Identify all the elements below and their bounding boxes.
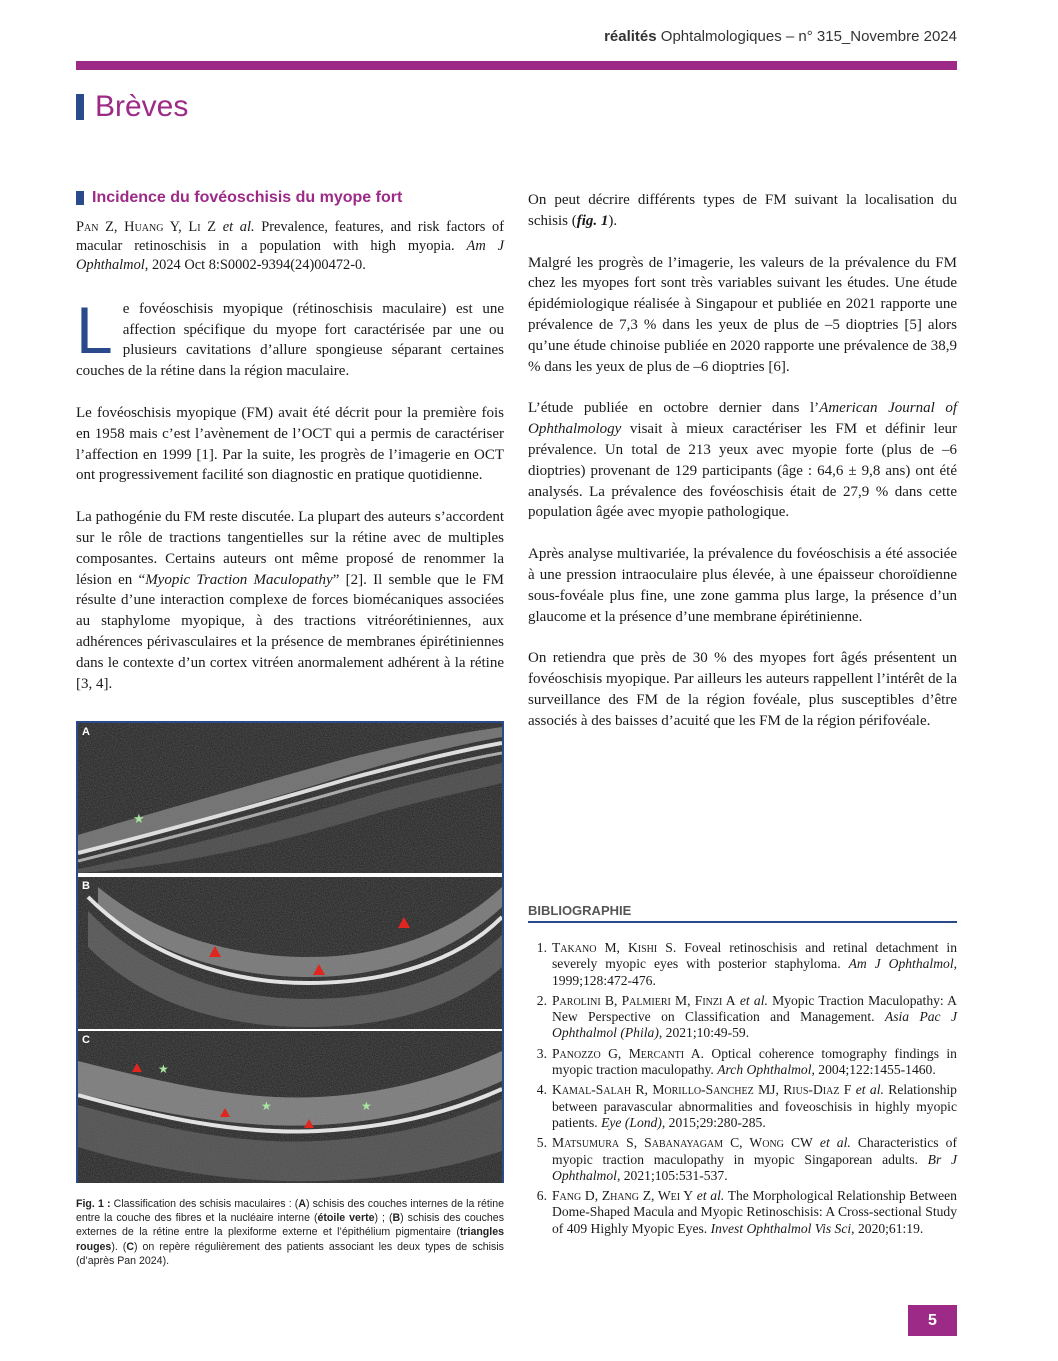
- bibliography-text: Relationship between paravascular abnormalities and foveoschisis in highly myopic patients.: [552, 1082, 957, 1130]
- caption-part: ) ; (: [374, 1212, 393, 1225]
- section-title: [76, 90, 188, 124]
- bibliography-text: [552, 940, 957, 989]
- bibliography-list: [528, 940, 957, 1241]
- bibliography-text: Characteristics of myopic traction maculopathy in myopic Singaporean adults.: [552, 1135, 957, 1167]
- ref-et-al: et al.: [222, 218, 255, 235]
- bibliography-authors: Parolini B, Palmieri M, Finzi A: [552, 992, 736, 1008]
- section-label: Brèves: [95, 90, 189, 123]
- bibliography-rule: [528, 921, 957, 923]
- bibliography-journal: Eye (Lond): [601, 1114, 662, 1130]
- bibliography-item: [528, 1188, 957, 1237]
- caption-part: triangles rouges: [76, 1226, 504, 1253]
- bibliography-item: [528, 1046, 957, 1079]
- paragraph-r3: [528, 398, 957, 523]
- oct-panel-c: [78, 1029, 502, 1183]
- running-header: [604, 28, 957, 45]
- bibliography-tail: , 2021;10:49-59.: [658, 1025, 750, 1041]
- p3-part-b: ” [2]. Il semble que le FM résulte d’une interaction complexe de forces biomécaniques associées au staphylome myopique, à des tractions vitréorétiniennes, aux adhérences périvasculaires et la présence de membranes épirétiniennes dans le contexte d’un cortex vitréen anormalement adhérent à la rétine [3, 4].: [76, 571, 504, 692]
- header-journal: Ophtalmologiques – n° 315_Novembre 2024: [660, 28, 957, 45]
- star-marker: ★: [361, 1099, 372, 1113]
- caption-part: étoile verte: [317, 1212, 375, 1225]
- caption-part: B: [392, 1212, 401, 1225]
- star-marker: ★: [261, 1099, 272, 1113]
- bibliography-number: 6.: [536, 1188, 547, 1204]
- r3-part-b: visait à mieux caractériser les FM et définir leur prévalence. Un total de 213 yeux avec myopie forte (plus de –6 dioptries) provenant de 129 participants (âge : 64,6 ± 9,8 ans) ont été analysés. La prévalence des fovéoschisis était de 27,9 % dans cette population âgée avec myopie pathologique.: [528, 421, 957, 521]
- bibliography-pre: et al.: [851, 1082, 884, 1098]
- caption-part: ) schisis des couches externes de la rétine entre la plexiforme externe et l’épithélium pigmentaire (: [76, 1212, 504, 1239]
- panel-label-b: B: [82, 880, 90, 892]
- bibliography-text: [552, 993, 957, 1042]
- bibliography-tail: , 2015;29:280-285.: [661, 1114, 766, 1130]
- bibliography-authors: Panozzo G, Mercanti A.: [552, 1045, 704, 1061]
- bibliography-number: 1.: [536, 940, 547, 955]
- article-title: [76, 188, 504, 209]
- paragraph-1: [76, 292, 504, 382]
- bibliography-number: 2.: [536, 992, 547, 1008]
- ref-tail: , 2024 Oct 8:S0002-9394(24)00472-0.: [144, 256, 366, 273]
- oct-panel-a: [78, 723, 502, 873]
- article-title-text: Incidence du fovéoschisis du myope fort: [92, 189, 403, 206]
- oct-panel-b: [78, 875, 502, 1029]
- bibliography-journal: Arch Ophthalmol: [717, 1062, 812, 1078]
- r3-part-a: L’étude publiée en octobre dernier dans l’: [528, 400, 820, 417]
- bibliography-journal: Invest Ophthalmol Vis Sci: [710, 1220, 852, 1236]
- oct-image-c: [78, 1031, 502, 1183]
- bibliography-text: Foveal retinoschisis and retinal detachment in severely myopic eyes with posterior staphyloma.: [552, 940, 957, 972]
- bibliography-item: [528, 940, 957, 989]
- figure-reference: fig. 1: [576, 212, 609, 229]
- caption-part: A: [298, 1198, 306, 1210]
- figure-oct-scans: [76, 721, 504, 1183]
- p3-italic: Myopic Traction Maculopathy: [145, 571, 333, 588]
- ref-title: Prevalence, features, and risk factors of macular retinoschisis in a population with high myopia.: [76, 218, 504, 254]
- bibliography-text: [552, 1135, 957, 1184]
- paragraph-r2: Malgré les progrès de l’imagerie, les valeurs de la prévalence du FM chez les myopes fort sont très variables suivant les études. Une étude épidémiologique réalisée à Singapour et publiée en 2021 rapporte une prévalence de 7,3 % dans les yeux de plus de –5 dioptries [5] alors qu’une étude chinoise publiée en 2020 rapporte une prévalence de 38,9 % dans les yeux de plus de –6 dioptries [6].: [528, 254, 957, 375]
- panel-label-c: C: [82, 1034, 90, 1046]
- bibliography-text: Optical coherence tomography findings in myopic traction maculopathy.: [552, 1045, 957, 1078]
- bibliography-authors: Kamal-Salah R, Morillo-Sanchez MJ, Rius-Diaz F: [552, 1082, 852, 1098]
- bibliography-item: [528, 1082, 957, 1131]
- paragraph-2: Le fovéoschisis myopique (FM) avait été décrit pour la première fois en 1958 mais c’est l’avènement de l’OCT qui a permis de caractériser l’affection en 1999 [1]. Par la suite, les progrès de l’imagerie en OCT ont progressivement facilité son diagnostic en pratique quotidienne.: [76, 404, 504, 484]
- right-column: [528, 190, 957, 753]
- bibliography-authors: Takano M, Kishi S.: [552, 940, 677, 955]
- bibliography-tail: , 2020;61:19.: [851, 1220, 924, 1236]
- bibliography-tail: , 2021;105:531-537.: [616, 1167, 728, 1183]
- paragraph-r1: [528, 190, 957, 232]
- bibliography-authors: Fang D, Zhang Z, Wei Y: [552, 1188, 694, 1204]
- caption-part: C: [126, 1240, 134, 1253]
- article-reference: [76, 218, 504, 275]
- paragraph-r4: Après analyse multivariée, la prévalence du fovéoschisis a été associée à une pression intraoculaire plus élevée, à une épaisseur choroïdienne sous-fovéale plus fine, une zone gamma plus large, la présence d’un glaucome et la présence d’une membrane épirétinienne.: [528, 546, 957, 625]
- figure-caption: [76, 1197, 504, 1268]
- star-marker: ★: [133, 811, 145, 826]
- r1-part-b: ).: [608, 212, 618, 229]
- bibliography-journal: Am J Ophthalmol: [848, 956, 954, 972]
- caption-label: Fig. 1 :: [76, 1198, 111, 1210]
- bibliography-text: [552, 1188, 957, 1237]
- bibliography-authors: Matsumura S, Sabanayagam C, Wong CW: [552, 1135, 813, 1151]
- r1-part-a: On peut décrire différents types de FM suivant la localisation du schisis (: [528, 192, 957, 229]
- bibliography-number: 5.: [536, 1135, 547, 1151]
- ref-journal: Am J Ophthalmol: [76, 237, 504, 273]
- r3-italic: American Journal of Ophthalmology: [528, 400, 957, 438]
- paragraph-1-text: e fovéoschisis myopique (rétinoschisis maculaire) est une affection spécifique du myope fort caractérisée par une ou plusieurs cavitations d’allure spongieuse séparant certaines couches de la rétine dans la région maculaire.: [76, 300, 504, 380]
- bibliography-journal: Br J Ophthalmol: [552, 1151, 957, 1183]
- bibliography-text: The Morphological Relationship Between Dome-Shaped Macula and Myopic Retinoschisis: A Cross-sectional Study of 409 Highly Myopic Eyes.: [552, 1188, 957, 1236]
- title-marker: [76, 191, 84, 205]
- header-brand: réalités: [604, 28, 657, 45]
- bibliography-text: [552, 1082, 957, 1131]
- bibliography-item: [528, 993, 957, 1042]
- bibliography-pre: et al.: [735, 992, 768, 1008]
- bibliography-text: [552, 1046, 957, 1079]
- caption-part: Classification des schisis maculaires : (: [110, 1198, 299, 1210]
- bibliography-tail: , 1999;128:472-476.: [552, 956, 957, 988]
- bibliography-number: 3.: [536, 1045, 547, 1061]
- paragraph-3: [76, 507, 504, 694]
- bibliography-title: BIBLIOGRAPHIE: [528, 903, 632, 918]
- paragraph-r5: On retiendra que près de 30 % des myopes fort âgés présentent un fovéoschisis myopique. Par ailleurs les auteurs rappellent l’intérêt de la surveillance des FM de la région fovéale, plus susceptibles d’être associés à des baisses d’acuité que les FM de la région périfovéale.: [528, 650, 957, 729]
- bibliography-pre: et al.: [812, 1135, 851, 1151]
- caption-part: ). (: [111, 1240, 127, 1253]
- section-marker: [76, 94, 84, 120]
- oct-image-b: [78, 877, 502, 1029]
- bibliography-number: 4.: [536, 1082, 547, 1098]
- star-marker: ★: [158, 1062, 169, 1076]
- caption-part: ) on repère régulièrement des patients associant les deux types de schisis (d’après Pan 2024).: [76, 1240, 504, 1267]
- bibliography-text: Myopic Traction Maculopathy: A New Perspective on Classification and Management.: [552, 992, 957, 1025]
- drop-cap: L: [76, 292, 113, 367]
- bibliography-journal: Asia Pac J Ophthalmol (Phila): [552, 1009, 957, 1041]
- page-number: 5: [908, 1305, 957, 1336]
- ref-authors: Pan Z, Huang Y, Li Z: [76, 218, 217, 235]
- bibliography-tail: , 2004;122:1455-1460.: [811, 1062, 936, 1078]
- p3-part-a: La pathogénie du FM reste discutée. La plupart des auteurs s’accordent sur le rôle de tractions tangentielles sur la rétine avec de multiples composantes. Certains auteurs ont même proposé de renommer la lésion en “: [76, 509, 504, 588]
- bibliography-item: [528, 1135, 957, 1184]
- panel-label-a: A: [82, 726, 90, 738]
- caption-part: ) schisis des couches internes de la rétine entre la couche des fibres et la nucléaire interne (: [76, 1198, 504, 1225]
- bibliography-pre: et al.: [693, 1188, 725, 1204]
- header-rule: [76, 61, 957, 70]
- left-column: [76, 188, 504, 715]
- oct-image-a: [78, 723, 502, 873]
